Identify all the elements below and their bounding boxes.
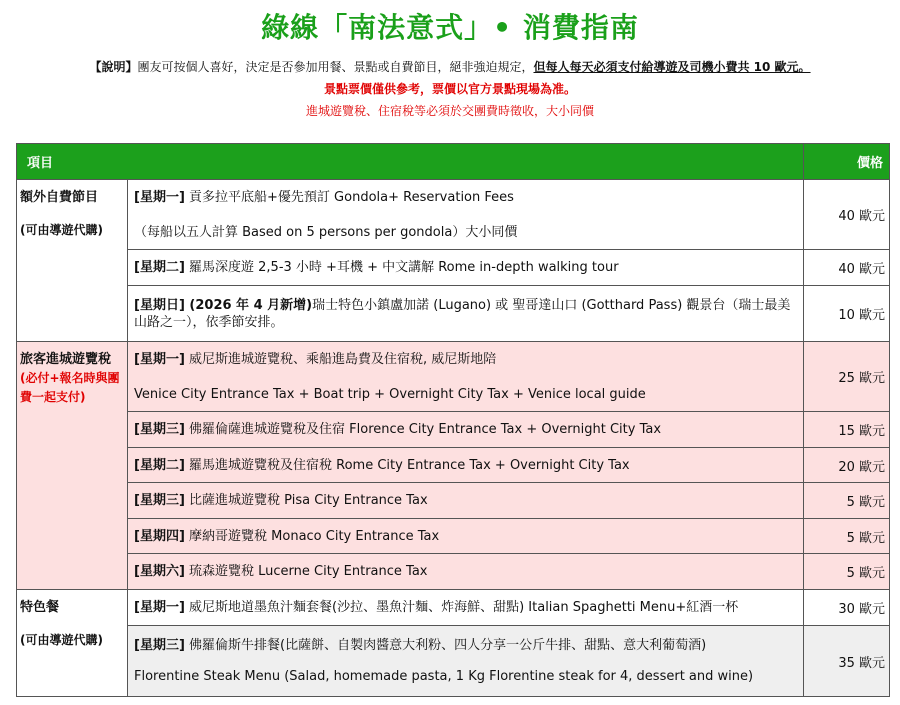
category-label: 額外自費節目 (20, 190, 99, 205)
item-text: 威尼斯地道墨魚汁麵套餐(沙拉、墨魚汁麵、炸海鮮、甜點) Italian Spaghetti Menu+紅酒一杯 (184, 600, 739, 615)
item-price: 40 歐元 (804, 180, 890, 250)
category-optional-excursions (17, 180, 128, 342)
category-subnote: (可由導遊代購) (20, 223, 103, 237)
table-row (17, 180, 890, 250)
item-text: 佛羅倫薩進城遊覽稅及住宿 Florence City Entrance Tax + Overnight City Tax (184, 422, 662, 437)
item-price: 30 歐元 (804, 590, 890, 626)
table-row (17, 448, 890, 483)
column-header-price: 價格 (804, 144, 890, 180)
day-tag: [星期二] (134, 260, 185, 275)
item-text: 威尼斯進城遊覽稅、乘船進島費及住宿稅, 威尼斯地陪 (184, 351, 497, 367)
note-label: 【說明】 (89, 60, 138, 74)
page-title: 綠線「南法意式」• 消費指南 (261, 11, 639, 44)
table-row (17, 483, 890, 519)
column-header-item: 項目 (17, 144, 804, 180)
day-tag: [星期三] (134, 493, 185, 508)
item-description (128, 180, 804, 250)
item-text-line2: Venice City Entrance Tax + Boat trip + Overnight City Tax + Venice local guide (134, 386, 646, 402)
table-row (17, 626, 890, 697)
item-price: 15 歐元 (804, 412, 890, 448)
item-text: 貢多拉平底船+優先預訂 Gondola+ Reservation Fees (184, 189, 514, 205)
category-label: 旅客進城遊覽稅 (20, 352, 112, 367)
note-text: 團友可按個人喜好，決定是否參加用餐、景點或自費節目，絕非強迫規定， (137, 60, 534, 74)
item-description (128, 250, 804, 286)
tax-collection-note: 進城遊覽稅、住宿稅等必須於交團費時徵收，大小同價 (305, 104, 594, 118)
item-price: 5 歐元 (804, 554, 890, 590)
day-tag: [星期二] (134, 457, 185, 473)
table-row (17, 519, 890, 554)
day-tag: [星期日] (2026 年 4 月新增) (134, 297, 313, 313)
item-text: 羅馬深度遊 2,5-3 小時 +耳機 + 中文講解 Rome in-depth walking tour (184, 260, 619, 275)
explanation-note (0, 58, 900, 75)
table-row (17, 286, 890, 342)
day-tag: [星期一] (134, 189, 185, 205)
category-specialty-meals (17, 590, 128, 697)
table-header-row (17, 144, 890, 180)
expense-guide-table (16, 143, 890, 697)
item-price: 40 歐元 (804, 250, 890, 286)
item-description (128, 626, 804, 697)
table-row (17, 590, 890, 626)
table-row (17, 342, 890, 412)
item-description (128, 342, 804, 412)
item-description (128, 519, 804, 554)
category-label: 特色餐 (20, 600, 60, 615)
category-subnote: (必付+報名時與團費一起支付) (20, 371, 120, 404)
day-tag: [星期一] (134, 351, 185, 367)
item-description (128, 448, 804, 483)
item-price: 35 歐元 (804, 626, 890, 697)
tip-requirement: 但每人每天必須支付給導遊及司機小費共 10 歐元。 (533, 60, 811, 74)
item-price: 10 歐元 (804, 286, 890, 342)
item-text-line2: （每船以五人計算 Based on 5 persons per gondola）大小同價 (134, 224, 518, 240)
item-price: 25 歐元 (804, 342, 890, 412)
item-description (128, 590, 804, 626)
item-text-line2: Florentine Steak Menu (Salad, homemade pasta, 1 Kg Florentine steak for 4, dessert and wine) (134, 669, 754, 684)
item-price: 5 歐元 (804, 483, 890, 519)
day-tag: [星期六] (134, 564, 185, 579)
day-tag: [星期一] (134, 600, 185, 615)
day-tag: [星期三] (134, 638, 185, 653)
item-text: 羅馬進城遊覽稅及住宿稅 Rome City Entrance Tax + Overnight City Tax (184, 457, 630, 473)
category-city-taxes (17, 342, 128, 590)
day-tag: [星期四] (134, 528, 185, 544)
item-description (128, 412, 804, 448)
ticket-price-warning: 景點票價僅供參考，票價以官方景點現場為准。 (323, 82, 576, 96)
table-row (17, 412, 890, 448)
category-subnote: (可由導遊代購) (20, 633, 103, 647)
day-tag: [星期三] (134, 422, 185, 437)
item-text: 佛羅倫斯牛排餐(比薩餅、自製肉醬意大利粉、四人分享一公斤牛排、甜點、意大利葡萄酒) (184, 638, 707, 653)
item-description (128, 554, 804, 590)
item-price: 5 歐元 (804, 519, 890, 554)
table-row (17, 554, 890, 590)
item-text: 摩納哥遊覽稅 Monaco City Entrance Tax (184, 528, 440, 544)
item-description (128, 286, 804, 342)
item-text: 瑞士特色小鎮盧加諾 (Lugano) 或 聖哥達山口 (Gotthard Pass) 觀景台（瑞士最美山路之一），依季節安排。 (134, 297, 791, 330)
item-text: 琉森遊覽稅 Lucerne City Entrance Tax (184, 564, 428, 579)
item-price: 20 歐元 (804, 448, 890, 483)
item-description (128, 483, 804, 519)
table-row (17, 250, 890, 286)
item-text: 比薩進城遊覽稅 Pisa City Entrance Tax (184, 493, 428, 508)
